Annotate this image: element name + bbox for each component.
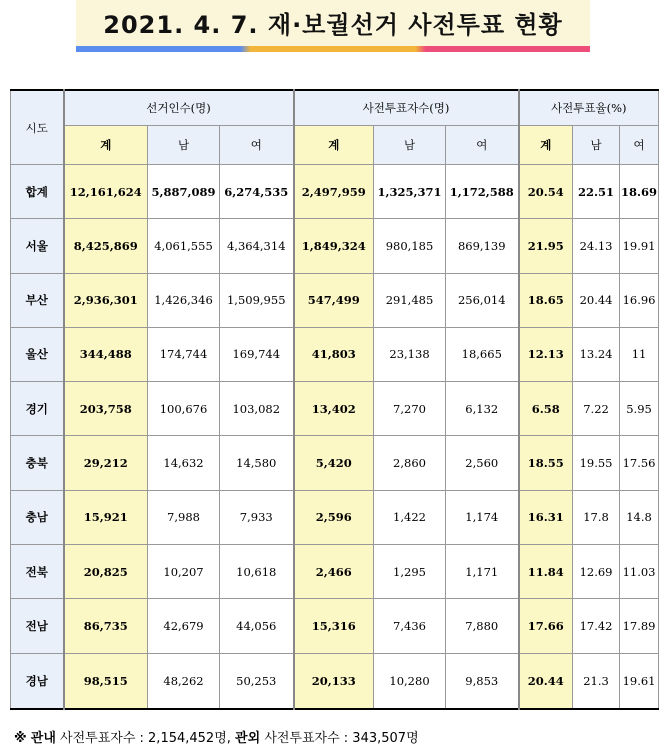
- cell-rate-female: 11.03: [620, 544, 659, 598]
- row-region: 충남: [11, 490, 64, 544]
- cell-rate-female: 17.89: [620, 599, 659, 653]
- header-region: 시도: [11, 90, 64, 165]
- cell-electors-male: 5,887,089: [148, 165, 220, 219]
- cell-electors-male: 174,744: [148, 327, 220, 381]
- cell-rate-total: 18.65: [519, 273, 573, 327]
- cell-electors-male: 7,988: [148, 490, 220, 544]
- header-rate-female: 여: [620, 126, 659, 165]
- row-region: 충북: [11, 436, 64, 490]
- cell-voters-male: 23,138: [374, 327, 446, 381]
- cell-voters-male: 7,436: [374, 599, 446, 653]
- cell-electors-female: 103,082: [220, 382, 294, 436]
- cell-electors-total: 15,921: [64, 490, 148, 544]
- row-region: 부산: [11, 273, 64, 327]
- cell-rate-male: 12.69: [573, 544, 620, 598]
- footnote-text-in-district: 사전투표자수 : 2,154,452명,: [60, 731, 231, 746]
- row-region: 경기: [11, 382, 64, 436]
- cell-voters-female: 1,171: [446, 544, 519, 598]
- cell-rate-female: 14.8: [620, 490, 659, 544]
- cell-rate-female: 11: [620, 327, 659, 381]
- page-title: 2021. 4. 7. 재·보궐선거 사전투표 현황: [103, 11, 563, 39]
- title-banner: [76, 0, 590, 52]
- cell-electors-female: 4,364,314: [220, 219, 294, 273]
- table-row: [11, 273, 659, 327]
- cell-voters-male: 980,185: [374, 219, 446, 273]
- header-row-subcolumns: [11, 126, 659, 165]
- cell-voters-female: 869,139: [446, 219, 519, 273]
- cell-rate-total: 21.95: [519, 219, 573, 273]
- cell-rate-total: 11.84: [519, 544, 573, 598]
- header-row-groups: [11, 90, 659, 126]
- cell-rate-male: 21.3: [573, 653, 620, 709]
- row-region: 합계: [11, 165, 64, 219]
- cell-rate-male: 17.42: [573, 599, 620, 653]
- cell-rate-total: 18.55: [519, 436, 573, 490]
- header-voters: 사전투표자수(명): [294, 90, 519, 126]
- cell-rate-total: 20.54: [519, 165, 573, 219]
- cell-voters-total: 2,596: [294, 490, 374, 544]
- header-rate: 사전투표율(%): [519, 90, 659, 126]
- cell-electors-male: 48,262: [148, 653, 220, 709]
- cell-electors-female: 50,253: [220, 653, 294, 709]
- early-voting-table: [10, 89, 659, 710]
- cell-voters-male: 10,280: [374, 653, 446, 709]
- row-region: 전북: [11, 544, 64, 598]
- cell-rate-female: 19.91: [620, 219, 659, 273]
- cell-electors-female: 7,933: [220, 490, 294, 544]
- row-region: 경남: [11, 653, 64, 709]
- cell-voters-female: 1,174: [446, 490, 519, 544]
- footnote-label-in-district: 관내: [30, 731, 56, 746]
- table-row: [11, 382, 659, 436]
- cell-voters-female: 6,132: [446, 382, 519, 436]
- cell-electors-male: 100,676: [148, 382, 220, 436]
- cell-electors-female: 6,274,535: [220, 165, 294, 219]
- cell-voters-male: 1,325,371: [374, 165, 446, 219]
- cell-voters-female: 18,665: [446, 327, 519, 381]
- cell-electors-total: 12,161,624: [64, 165, 148, 219]
- cell-electors-female: 1,509,955: [220, 273, 294, 327]
- table-row: [11, 436, 659, 490]
- cell-electors-total: 86,735: [64, 599, 148, 653]
- row-region: 서울: [11, 219, 64, 273]
- cell-voters-total: 1,849,324: [294, 219, 374, 273]
- cell-voters-total: 5,420: [294, 436, 374, 490]
- cell-electors-female: 169,744: [220, 327, 294, 381]
- table-row: [11, 490, 659, 544]
- table-row: [11, 544, 659, 598]
- cell-electors-female: 44,056: [220, 599, 294, 653]
- cell-voters-total: 2,466: [294, 544, 374, 598]
- row-region: 전남: [11, 599, 64, 653]
- table-row: [11, 165, 659, 219]
- cell-voters-male: 1,422: [374, 490, 446, 544]
- cell-electors-total: 344,488: [64, 327, 148, 381]
- cell-rate-female: 18.69: [620, 165, 659, 219]
- cell-voters-total: 15,316: [294, 599, 374, 653]
- cell-rate-female: 17.56: [620, 436, 659, 490]
- header-voters-female: 여: [446, 126, 519, 165]
- table-row: [11, 653, 659, 709]
- header-electors-male: 남: [148, 126, 220, 165]
- cell-voters-male: 291,485: [374, 273, 446, 327]
- cell-rate-female: 5.95: [620, 382, 659, 436]
- cell-voters-total: 2,497,959: [294, 165, 374, 219]
- table-row: [11, 219, 659, 273]
- cell-voters-female: 256,014: [446, 273, 519, 327]
- cell-voters-female: 2,560: [446, 436, 519, 490]
- table-row: [11, 327, 659, 381]
- cell-rate-female: 16.96: [620, 273, 659, 327]
- cell-electors-male: 14,632: [148, 436, 220, 490]
- cell-voters-female: 9,853: [446, 653, 519, 709]
- row-region: 울산: [11, 327, 64, 381]
- cell-rate-total: 16.31: [519, 490, 573, 544]
- cell-rate-male: 19.55: [573, 436, 620, 490]
- cell-rate-male: 22.51: [573, 165, 620, 219]
- footnote-label-out-district: 관외: [235, 731, 261, 746]
- cell-rate-total: 20.44: [519, 653, 573, 709]
- header-voters-male: 남: [374, 126, 446, 165]
- table-row: [11, 599, 659, 653]
- cell-electors-male: 4,061,555: [148, 219, 220, 273]
- cell-voters-total: 41,803: [294, 327, 374, 381]
- cell-rate-male: 20.44: [573, 273, 620, 327]
- cell-voters-total: 547,499: [294, 273, 374, 327]
- footnote-text-out-district: 사전투표자수 : 343,507명: [264, 731, 419, 746]
- cell-electors-female: 14,580: [220, 436, 294, 490]
- cell-rate-total: 17.66: [519, 599, 573, 653]
- title-underline-bar: [76, 46, 590, 52]
- cell-rate-male: 17.8: [573, 490, 620, 544]
- cell-voters-female: 7,880: [446, 599, 519, 653]
- header-voters-total: 계: [294, 126, 374, 165]
- cell-rate-male: 24.13: [573, 219, 620, 273]
- footnote-mark: ※: [14, 731, 27, 746]
- cell-voters-male: 7,270: [374, 382, 446, 436]
- cell-rate-total: 12.13: [519, 327, 573, 381]
- cell-voters-total: 13,402: [294, 382, 374, 436]
- cell-voters-total: 20,133: [294, 653, 374, 709]
- cell-electors-total: 20,825: [64, 544, 148, 598]
- cell-electors-total: 29,212: [64, 436, 148, 490]
- cell-electors-male: 42,679: [148, 599, 220, 653]
- footnote: [14, 727, 419, 746]
- header-electors-total: 계: [64, 126, 148, 165]
- cell-voters-male: 2,860: [374, 436, 446, 490]
- cell-rate-total: 6.58: [519, 382, 573, 436]
- header-rate-male: 남: [573, 126, 620, 165]
- cell-rate-female: 19.61: [620, 653, 659, 709]
- cell-voters-male: 1,295: [374, 544, 446, 598]
- header-electors-female: 여: [220, 126, 294, 165]
- cell-electors-female: 10,618: [220, 544, 294, 598]
- cell-electors-male: 1,426,346: [148, 273, 220, 327]
- cell-electors-male: 10,207: [148, 544, 220, 598]
- header-electors: 선거인수(명): [64, 90, 294, 126]
- header-rate-total: 계: [519, 126, 573, 165]
- cell-electors-total: 8,425,869: [64, 219, 148, 273]
- cell-rate-male: 7.22: [573, 382, 620, 436]
- cell-voters-female: 1,172,588: [446, 165, 519, 219]
- cell-electors-total: 2,936,301: [64, 273, 148, 327]
- cell-electors-total: 98,515: [64, 653, 148, 709]
- cell-rate-male: 13.24: [573, 327, 620, 381]
- cell-electors-total: 203,758: [64, 382, 148, 436]
